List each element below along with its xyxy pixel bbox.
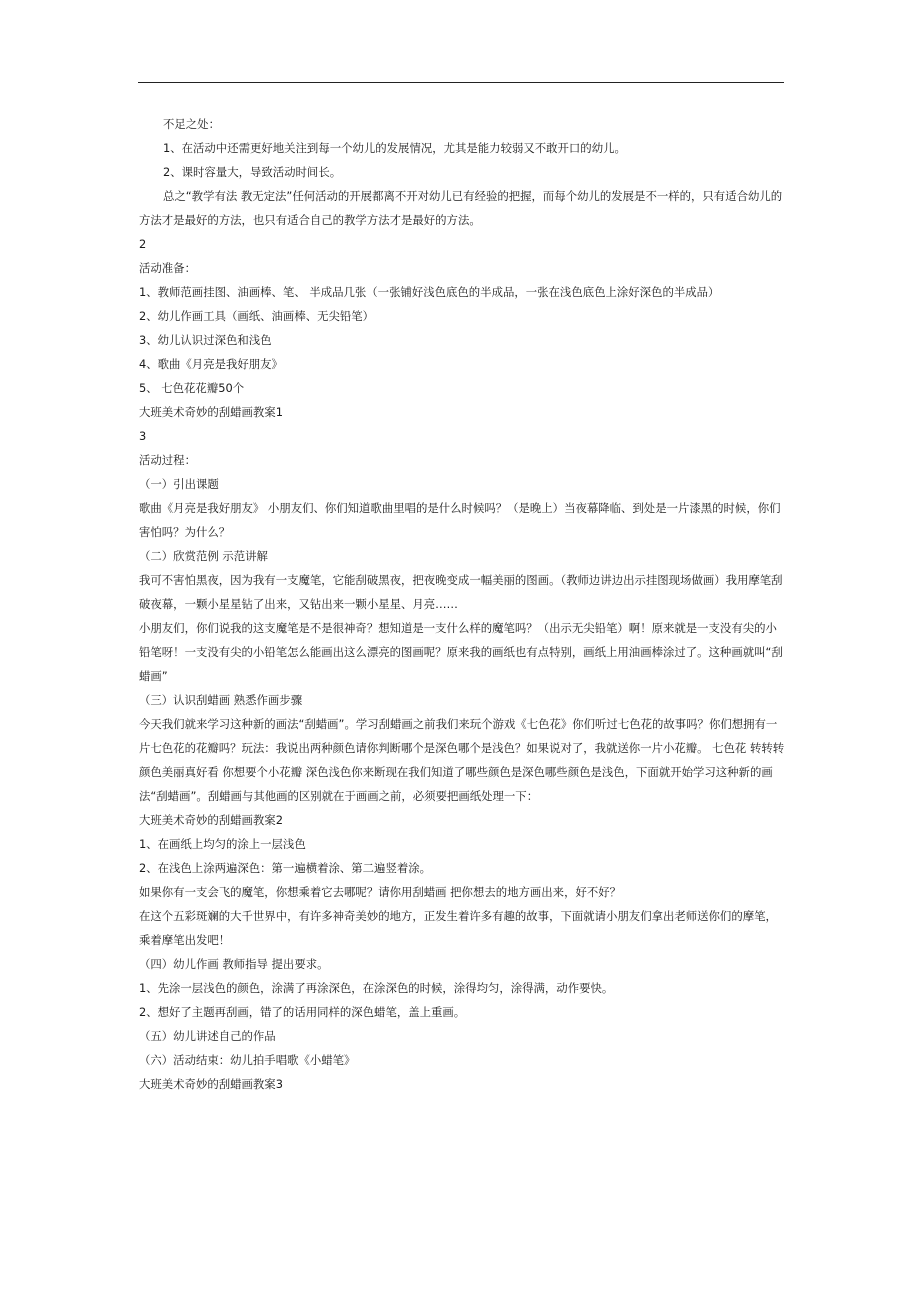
paragraph: 1、在活动中还需更好地关注到每一个幼儿的发展情况，尤其是能力较弱又不敢开口的幼儿。 bbox=[163, 141, 626, 155]
paragraph: 5、 七色花花瓣50个 bbox=[139, 381, 245, 395]
paragraph: 活动过程： bbox=[139, 453, 196, 467]
paragraph: 如果你有一支会飞的魔笔，你想乘着它去哪呢？请你用刮蜡画 把你想去的地方画出来，好不好？ bbox=[139, 885, 622, 899]
paragraph: 2、课时容量大，导致活动时间长。 bbox=[163, 165, 342, 179]
section-number: 3 bbox=[139, 429, 147, 443]
section-number: 2 bbox=[139, 237, 147, 251]
paragraph: 总之“教学有法 教无定法”任何活动的开展都离不开对幼儿已有经验的把握，而每个幼儿的发展是不一样的，只有适合幼儿的方法才是最好的方法，也只有适合自己的教学方法才是最好的方法。 bbox=[139, 189, 783, 227]
paragraph: 1、先涂一层浅色的颜色，涂满了再涂深色，在涂深色的时候，涂得均匀，涂得满，动作要快。 bbox=[139, 981, 614, 995]
paragraph: （二）欣赏范例 示范讲解 bbox=[139, 549, 268, 563]
paragraph: （四）幼儿作画 教师指导 提出要求。 bbox=[139, 957, 329, 971]
paragraph: 活动准备： bbox=[139, 261, 196, 275]
paragraph: （五）幼儿讲述自己的作品 bbox=[139, 1029, 276, 1043]
paragraph: 在这个五彩斑斓的大千世界中，有许多神奇美妙的地方，正发生着许多有趣的故事，下面就请小朋友们拿出老师送你们的摩笔，乘着摩笔出发吧！ bbox=[139, 909, 777, 947]
section-title: 大班美术奇妙的刮蜡画教案3 bbox=[139, 1077, 283, 1091]
paragraph: 3、幼儿认识过深色和浅色 bbox=[139, 333, 272, 347]
paragraph: 4、歌曲《月亮是我好朋友》 bbox=[139, 357, 283, 371]
paragraph: （六）活动结束：幼儿拍手唱歌《小蜡笔》 bbox=[139, 1053, 356, 1067]
section-title: 大班美术奇妙的刮蜡画教案2 bbox=[139, 813, 283, 827]
paragraph: 歌曲《月亮是我好朋友》 小朋友们、你们知道歌曲里唱的是什么时候吗？（是晚上）当夜幕降临、到处是一片漆黑的时候，你们害怕吗？为什么？ bbox=[139, 501, 781, 539]
paragraph: 2、想好了主题再刮画，错了的话用同样的深色蜡笔，盖上重画。 bbox=[139, 1005, 466, 1019]
section-title: 大班美术奇妙的刮蜡画教案1 bbox=[139, 405, 283, 419]
document-body bbox=[139, 112, 787, 1096]
paragraph: 1、在画纸上均匀的涂上一层浅色 bbox=[139, 837, 306, 851]
paragraph: 1、教师范画挂图、油画棒、笔、 半成品几张（一张铺好浅色底色的半成品，一张在浅色底色上涂好深色的半成品） bbox=[139, 285, 720, 299]
paragraph: 2、幼儿作画工具（画纸、油画棒、无尖铅笔） bbox=[139, 309, 375, 323]
paragraph: 不足之处： bbox=[163, 117, 220, 131]
paragraph: 2、在浅色上涂两遍深色：第一遍横着涂、第二遍竖着涂。 bbox=[139, 861, 432, 875]
paragraph: 小朋友们，你们说我的这支魔笔是不是很神奇？想知道是一支什么样的魔笔吗？（出示无尖铅笔）啊！原来就是一支没有尖的小铅笔呀！一支没有尖的小铅笔怎么能画出这么漂亮的图画呢？原来我的画纸也有点特别，画纸上用油画棒涂过了。这种画就叫“刮蜡画” bbox=[139, 621, 783, 683]
header-rule bbox=[138, 82, 784, 83]
paragraph: 今天我们就来学习这种新的画法“刮蜡画”。学习刮蜡画之前我们来玩个游戏《七色花》你们听过七色花的故事吗？你们想拥有一片七色花的花瓣吗？玩法：我说出两种颜色请你判断哪个是深色哪个是浅色？如果说对了，我就送你一片小花瓣。 七色花 转转转 颜色美丽真好看 你想要个小花瓣 深色浅色你来断现在我们知道了哪些颜色是深色哪些颜色是浅色，下面就开始学习这种新的画法“刮蜡画”。刮蜡画与其他画的区别就在于画画之前，必须要把画纸处理一下： bbox=[139, 717, 785, 803]
paragraph: （一）引出课题 bbox=[139, 477, 219, 491]
paragraph: 我可不害怕黑夜，因为我有一支魔笔，它能刮破黑夜，把夜晚变成一幅美丽的图画。（教师边讲边出示挂图现场做画）我用摩笔刮破夜幕，一颗小星星钻了出来，又钻出来一颗小星星、月亮…… bbox=[139, 573, 783, 611]
paragraph: （三）认识刮蜡画 熟悉作画步骤 bbox=[139, 693, 303, 707]
